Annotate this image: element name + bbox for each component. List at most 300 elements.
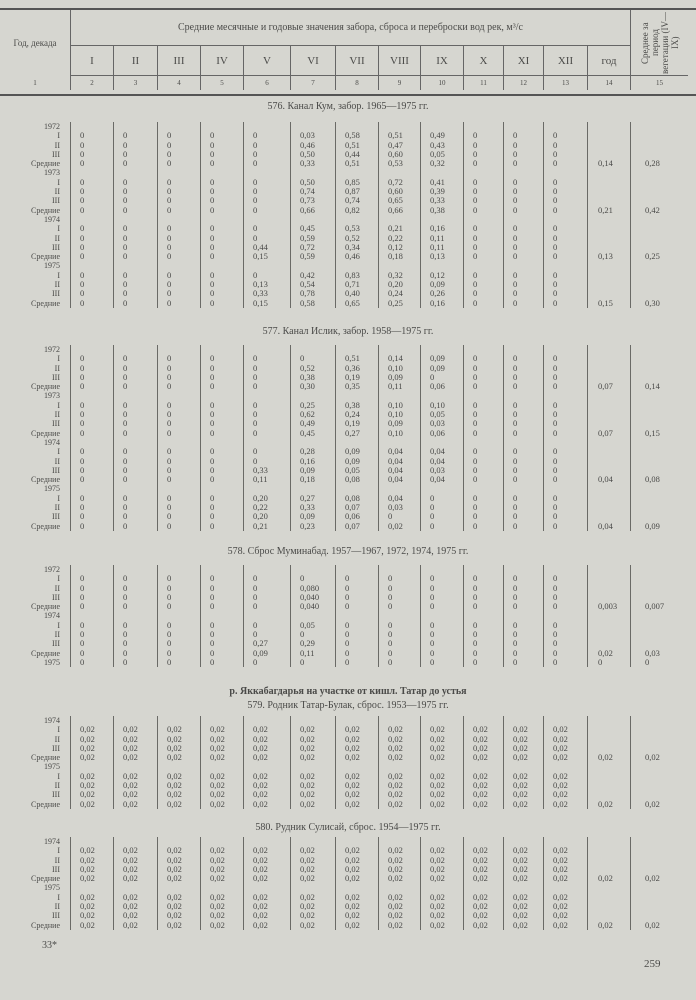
value-cell: 0	[420, 639, 463, 648]
value-cell: 0,02	[420, 902, 463, 911]
value-cell	[200, 215, 243, 224]
value-cell: 0	[157, 593, 200, 602]
value-cell	[157, 215, 200, 224]
value-cell: 0,02	[70, 744, 113, 753]
table-row	[0, 206, 696, 215]
value-cell: 0	[113, 243, 157, 252]
veg-total	[630, 716, 688, 725]
value-cell: 0,74	[290, 187, 335, 196]
value-cell: 0	[70, 382, 113, 391]
value-cell: 0	[200, 196, 243, 205]
value-cell: 0	[420, 593, 463, 602]
value-cell: 0,02	[335, 735, 378, 744]
value-cell	[503, 391, 543, 400]
value-cell: 0,02	[503, 874, 543, 883]
value-cell: 0,02	[243, 725, 290, 734]
year-total	[587, 584, 630, 593]
value-cell: 0,02	[290, 744, 335, 753]
value-cell: 0	[463, 131, 503, 140]
value-cell: 0	[157, 574, 200, 583]
value-cell: 0	[200, 602, 243, 611]
value-cell	[243, 168, 290, 177]
year-total: 0,07	[587, 429, 630, 438]
value-cell: 0,30	[290, 382, 335, 391]
value-cell: 0,02	[335, 911, 378, 920]
value-cell: 0,42	[290, 271, 335, 280]
value-cell	[113, 122, 157, 131]
value-cell	[113, 438, 157, 447]
value-cell: 0	[335, 649, 378, 658]
value-cell: 0	[463, 475, 503, 484]
veg-total	[630, 494, 688, 503]
value-cell: 0,02	[378, 846, 420, 855]
value-cell: 0,02	[463, 846, 503, 855]
value-cell: 0,02	[243, 846, 290, 855]
value-cell: 0	[503, 593, 543, 602]
value-cell: 0,02	[420, 772, 463, 781]
value-cell: 0	[70, 243, 113, 252]
value-cell: 0	[543, 271, 587, 280]
value-cell: 0	[543, 630, 587, 639]
value-cell: 0	[70, 252, 113, 261]
value-cell: 0,02	[335, 921, 378, 930]
value-cell: 0,02	[243, 856, 290, 865]
value-cell: 0	[543, 649, 587, 658]
veg-total	[630, 621, 688, 630]
year-total	[587, 856, 630, 865]
value-cell: 0,02	[378, 790, 420, 799]
value-cell: 0,02	[157, 893, 200, 902]
value-cell: 0,02	[543, 781, 587, 790]
value-cell: 0	[157, 187, 200, 196]
value-cell: 0	[420, 373, 463, 382]
value-cell: 0	[157, 252, 200, 261]
value-cell: 0	[420, 649, 463, 658]
value-cell: 0,11	[420, 234, 463, 243]
value-cell: 0	[543, 289, 587, 298]
value-cell	[157, 438, 200, 447]
value-cell: 0	[335, 574, 378, 583]
veg-total: 0,02	[630, 753, 688, 762]
year-total	[587, 494, 630, 503]
value-cell: 0,38	[335, 401, 378, 410]
value-cell: 0	[503, 419, 543, 428]
decade-label: I	[57, 892, 60, 902]
value-cell: 0	[463, 196, 503, 205]
value-cell	[70, 438, 113, 447]
year-total	[587, 837, 630, 846]
value-cell: 0	[243, 574, 290, 583]
value-cell: 0	[420, 574, 463, 583]
value-cell: 0,02	[113, 790, 157, 799]
value-cell: 0	[503, 494, 543, 503]
value-cell: 0	[113, 252, 157, 261]
value-cell	[420, 565, 463, 574]
value-cell: 0	[543, 382, 587, 391]
value-cell: 0	[290, 658, 335, 667]
year-total: 0,003	[587, 602, 630, 611]
value-cell: 0,38	[290, 373, 335, 382]
value-cell: 0,02	[463, 902, 503, 911]
value-cell	[243, 345, 290, 354]
year-total	[587, 630, 630, 639]
value-cell: 0	[157, 178, 200, 187]
value-cell: 0,02	[113, 800, 157, 809]
value-cell: 0,33	[290, 503, 335, 512]
value-cell	[200, 484, 243, 493]
value-cell: 0	[463, 410, 503, 419]
value-cell: 0,02	[335, 856, 378, 865]
year-total	[587, 725, 630, 734]
value-cell: 0,02	[243, 790, 290, 799]
header-month: год	[587, 46, 630, 76]
value-cell: 0,28	[290, 447, 335, 456]
veg-total: 0,02	[630, 874, 688, 883]
value-cell: 0,02	[243, 893, 290, 902]
value-cell: 0	[70, 593, 113, 602]
veg-total	[630, 837, 688, 846]
value-cell: 0,21	[378, 224, 420, 233]
header-month: V	[243, 46, 290, 76]
header-month: XII	[543, 46, 587, 76]
value-cell: 0,02	[157, 902, 200, 911]
value-cell: 0,02	[543, 856, 587, 865]
table-row	[0, 874, 696, 883]
value-cell: 0,02	[420, 846, 463, 855]
value-cell: 0	[335, 621, 378, 630]
value-cell: 0	[200, 658, 243, 667]
value-cell: 0,02	[420, 744, 463, 753]
value-cell: 0,04	[420, 457, 463, 466]
value-cell: 0,02	[420, 893, 463, 902]
value-cell: 0,02	[420, 781, 463, 790]
value-cell	[157, 484, 200, 493]
value-cell: 0,02	[157, 735, 200, 744]
value-cell	[543, 565, 587, 574]
value-cell: 0	[243, 178, 290, 187]
value-cell: 0,02	[503, 735, 543, 744]
value-cell: 0,32	[378, 271, 420, 280]
year-total	[587, 187, 630, 196]
section-578	[0, 565, 696, 667]
section-title: 578. Сброс Муминабад. 1957—1967, 1972, 1974, 1975 гг.	[227, 546, 469, 557]
year-label: 1972	[44, 122, 60, 131]
value-cell: 0	[157, 234, 200, 243]
value-cell: 0,02	[420, 911, 463, 920]
value-cell: 0,08	[335, 494, 378, 503]
value-cell: 0	[200, 271, 243, 280]
value-cell: 0,50	[290, 178, 335, 187]
value-cell	[420, 484, 463, 493]
table-row	[0, 921, 696, 930]
value-cell: 0	[113, 630, 157, 639]
year-total	[587, 565, 630, 574]
value-cell: 0,10	[378, 401, 420, 410]
value-cell: 0,02	[113, 735, 157, 744]
year-row	[0, 658, 696, 667]
value-cell: 0	[113, 429, 157, 438]
value-cell: 0	[543, 159, 587, 168]
value-cell	[113, 611, 157, 620]
year-label: 1975	[44, 762, 60, 772]
year-total	[587, 772, 630, 781]
value-cell: 0,02	[420, 753, 463, 762]
value-cell	[243, 261, 290, 270]
value-cell: 0,02	[503, 911, 543, 920]
value-cell: 0	[378, 512, 420, 521]
year-total	[587, 893, 630, 902]
value-cell: 0,02	[70, 781, 113, 790]
value-cell: 0,06	[420, 429, 463, 438]
value-cell: 0,02	[420, 800, 463, 809]
value-cell	[200, 391, 243, 400]
value-cell: 0	[243, 224, 290, 233]
value-cell: 0	[463, 187, 503, 196]
decade-label: I	[57, 493, 60, 503]
value-cell: 0,11	[243, 475, 290, 484]
value-cell: 0,10	[420, 401, 463, 410]
value-cell: 0	[243, 602, 290, 611]
value-cell: 0	[200, 206, 243, 215]
value-cell: 0	[243, 621, 290, 630]
value-cell	[157, 345, 200, 354]
value-cell: 0	[157, 141, 200, 150]
value-cell: 0,03	[420, 466, 463, 475]
value-cell: 0,02	[290, 865, 335, 874]
year-total: 0,04	[587, 475, 630, 484]
value-cell: 0,25	[290, 401, 335, 410]
value-cell: 0,02	[200, 753, 243, 762]
value-cell: 0,02	[200, 874, 243, 883]
decade-label: III	[52, 743, 60, 753]
value-cell: 0	[463, 639, 503, 648]
value-cell: 0	[70, 602, 113, 611]
value-cell	[420, 611, 463, 620]
decade-label: Средние	[31, 602, 60, 612]
year-total	[587, 781, 630, 790]
section-576	[0, 122, 696, 308]
value-cell: 0,83	[335, 271, 378, 280]
value-cell: 0	[200, 252, 243, 261]
value-cell: 0	[200, 639, 243, 648]
value-cell: 0	[543, 206, 587, 215]
veg-total: 0,02	[630, 921, 688, 930]
decade-label: II	[54, 503, 60, 513]
value-cell: 0	[335, 593, 378, 602]
value-cell: 0	[420, 621, 463, 630]
header-span-title: Средние месячные и годовые значения забора, сброса и переброски вод рек, м³/с	[70, 10, 630, 46]
value-cell: 0	[243, 131, 290, 140]
decade-label: Средние	[31, 874, 60, 884]
value-cell	[503, 611, 543, 620]
veg-total	[630, 187, 688, 196]
value-cell: 0	[200, 234, 243, 243]
value-cell: 0	[157, 602, 200, 611]
value-cell: 0	[113, 159, 157, 168]
value-cell: 0	[70, 289, 113, 298]
value-cell: 0,02	[157, 911, 200, 920]
value-cell: 0	[70, 410, 113, 419]
value-cell: 0	[420, 494, 463, 503]
value-cell	[200, 345, 243, 354]
value-cell: 0,51	[335, 141, 378, 150]
value-cell	[463, 261, 503, 270]
value-cell: 0	[243, 271, 290, 280]
value-cell: 0	[503, 187, 543, 196]
value-cell: 0	[113, 382, 157, 391]
value-cell: 0,29	[290, 639, 335, 648]
value-cell	[463, 611, 503, 620]
value-cell: 0	[70, 196, 113, 205]
year-total	[587, 457, 630, 466]
value-cell: 0,58	[335, 131, 378, 140]
value-cell: 0	[200, 131, 243, 140]
table-row	[0, 800, 696, 809]
value-cell: 0,02	[243, 874, 290, 883]
value-cell: 0,02	[335, 744, 378, 753]
value-cell: 0,52	[335, 234, 378, 243]
value-cell: 0,02	[378, 874, 420, 883]
year-total	[587, 215, 630, 224]
value-cell: 0,02	[420, 735, 463, 744]
value-cell: 0,02	[70, 893, 113, 902]
value-cell: 0	[113, 574, 157, 583]
value-cell	[200, 611, 243, 620]
value-cell: 0	[157, 658, 200, 667]
value-cell: 0	[113, 401, 157, 410]
value-cell	[70, 565, 113, 574]
value-cell: 0	[157, 457, 200, 466]
value-cell: 0,35	[335, 382, 378, 391]
decade-label: Средние	[31, 382, 60, 392]
value-cell	[243, 122, 290, 131]
value-cell: 0	[378, 602, 420, 611]
decade-label: I	[57, 846, 60, 856]
value-cell: 0	[70, 271, 113, 280]
value-cell: 0	[335, 630, 378, 639]
value-cell	[543, 261, 587, 270]
value-cell: 0,02	[113, 744, 157, 753]
value-cell: 0,02	[543, 874, 587, 883]
value-cell	[543, 168, 587, 177]
value-cell: 0,02	[463, 790, 503, 799]
veg-total: 0,02	[630, 800, 688, 809]
value-cell: 0,22	[243, 503, 290, 512]
value-cell: 0,02	[200, 725, 243, 734]
table-row	[0, 429, 696, 438]
value-cell: 0	[70, 630, 113, 639]
value-cell: 0,43	[420, 141, 463, 150]
value-cell: 0	[463, 466, 503, 475]
value-cell: 0	[200, 141, 243, 150]
decade-label: I	[57, 354, 60, 364]
value-cell	[543, 122, 587, 131]
decade-label: II	[54, 734, 60, 744]
value-cell: 0,51	[335, 354, 378, 363]
value-cell: 0	[243, 150, 290, 159]
value-cell: 0,02	[290, 735, 335, 744]
year-total	[587, 611, 630, 620]
value-cell: 0	[503, 522, 543, 531]
value-cell: 0,15	[243, 252, 290, 261]
value-cell: 0	[378, 593, 420, 602]
value-cell: 0	[420, 658, 463, 667]
decade-label: Средние	[31, 521, 60, 531]
value-cell: 0	[113, 280, 157, 289]
value-cell: 0	[543, 447, 587, 456]
value-cell: 0,02	[243, 911, 290, 920]
section-580	[0, 837, 696, 930]
value-cell: 0	[463, 621, 503, 630]
value-cell: 0	[157, 429, 200, 438]
value-cell: 0	[543, 224, 587, 233]
value-cell: 0	[200, 457, 243, 466]
value-cell: 0	[243, 373, 290, 382]
value-cell: 0	[503, 630, 543, 639]
value-cell: 0	[503, 466, 543, 475]
value-cell	[243, 391, 290, 400]
value-cell: 0,02	[503, 725, 543, 734]
value-cell: 0,02	[503, 893, 543, 902]
value-cell: 0	[113, 447, 157, 456]
value-cell: 0	[200, 503, 243, 512]
veg-total	[630, 141, 688, 150]
value-cell: 0	[463, 630, 503, 639]
value-cell: 0,20	[243, 494, 290, 503]
value-cell: 0,85	[335, 178, 378, 187]
value-cell	[157, 611, 200, 620]
header-col-number: 6	[243, 76, 290, 90]
veg-total: 0,15	[630, 429, 688, 438]
header-month: II	[113, 46, 157, 76]
value-cell: 0,02	[113, 893, 157, 902]
value-cell: 0,02	[200, 735, 243, 744]
value-cell: 0,02	[157, 744, 200, 753]
value-cell: 0,02	[200, 744, 243, 753]
value-cell: 0	[113, 289, 157, 298]
value-cell: 0,02	[70, 772, 113, 781]
year-total	[587, 122, 630, 131]
value-cell: 0,11	[378, 382, 420, 391]
veg-total	[630, 178, 688, 187]
year-total	[587, 438, 630, 447]
value-cell: 0	[113, 410, 157, 419]
value-cell: 0	[113, 373, 157, 382]
value-cell: 0	[113, 649, 157, 658]
value-cell: 0	[200, 159, 243, 168]
value-cell: 0	[113, 512, 157, 521]
value-cell: 0	[113, 494, 157, 503]
value-cell: 0,02	[463, 921, 503, 930]
value-cell: 0	[243, 584, 290, 593]
value-cell: 0,02	[378, 522, 420, 531]
value-cell: 0	[503, 512, 543, 521]
value-cell: 0,02	[290, 790, 335, 799]
value-cell: 0	[463, 522, 503, 531]
decade-label: Средние	[31, 648, 60, 658]
value-cell: 0,02	[290, 781, 335, 790]
value-cell: 0	[243, 419, 290, 428]
value-cell	[157, 261, 200, 270]
veg-total: 0,14	[630, 382, 688, 391]
value-cell: 0,02	[290, 800, 335, 809]
year-total	[587, 364, 630, 373]
value-cell: 0,02	[335, 772, 378, 781]
value-cell: 0,04	[378, 447, 420, 456]
value-cell: 0,53	[335, 224, 378, 233]
value-cell: 0,02	[543, 744, 587, 753]
header-col-number: 2	[70, 76, 113, 90]
